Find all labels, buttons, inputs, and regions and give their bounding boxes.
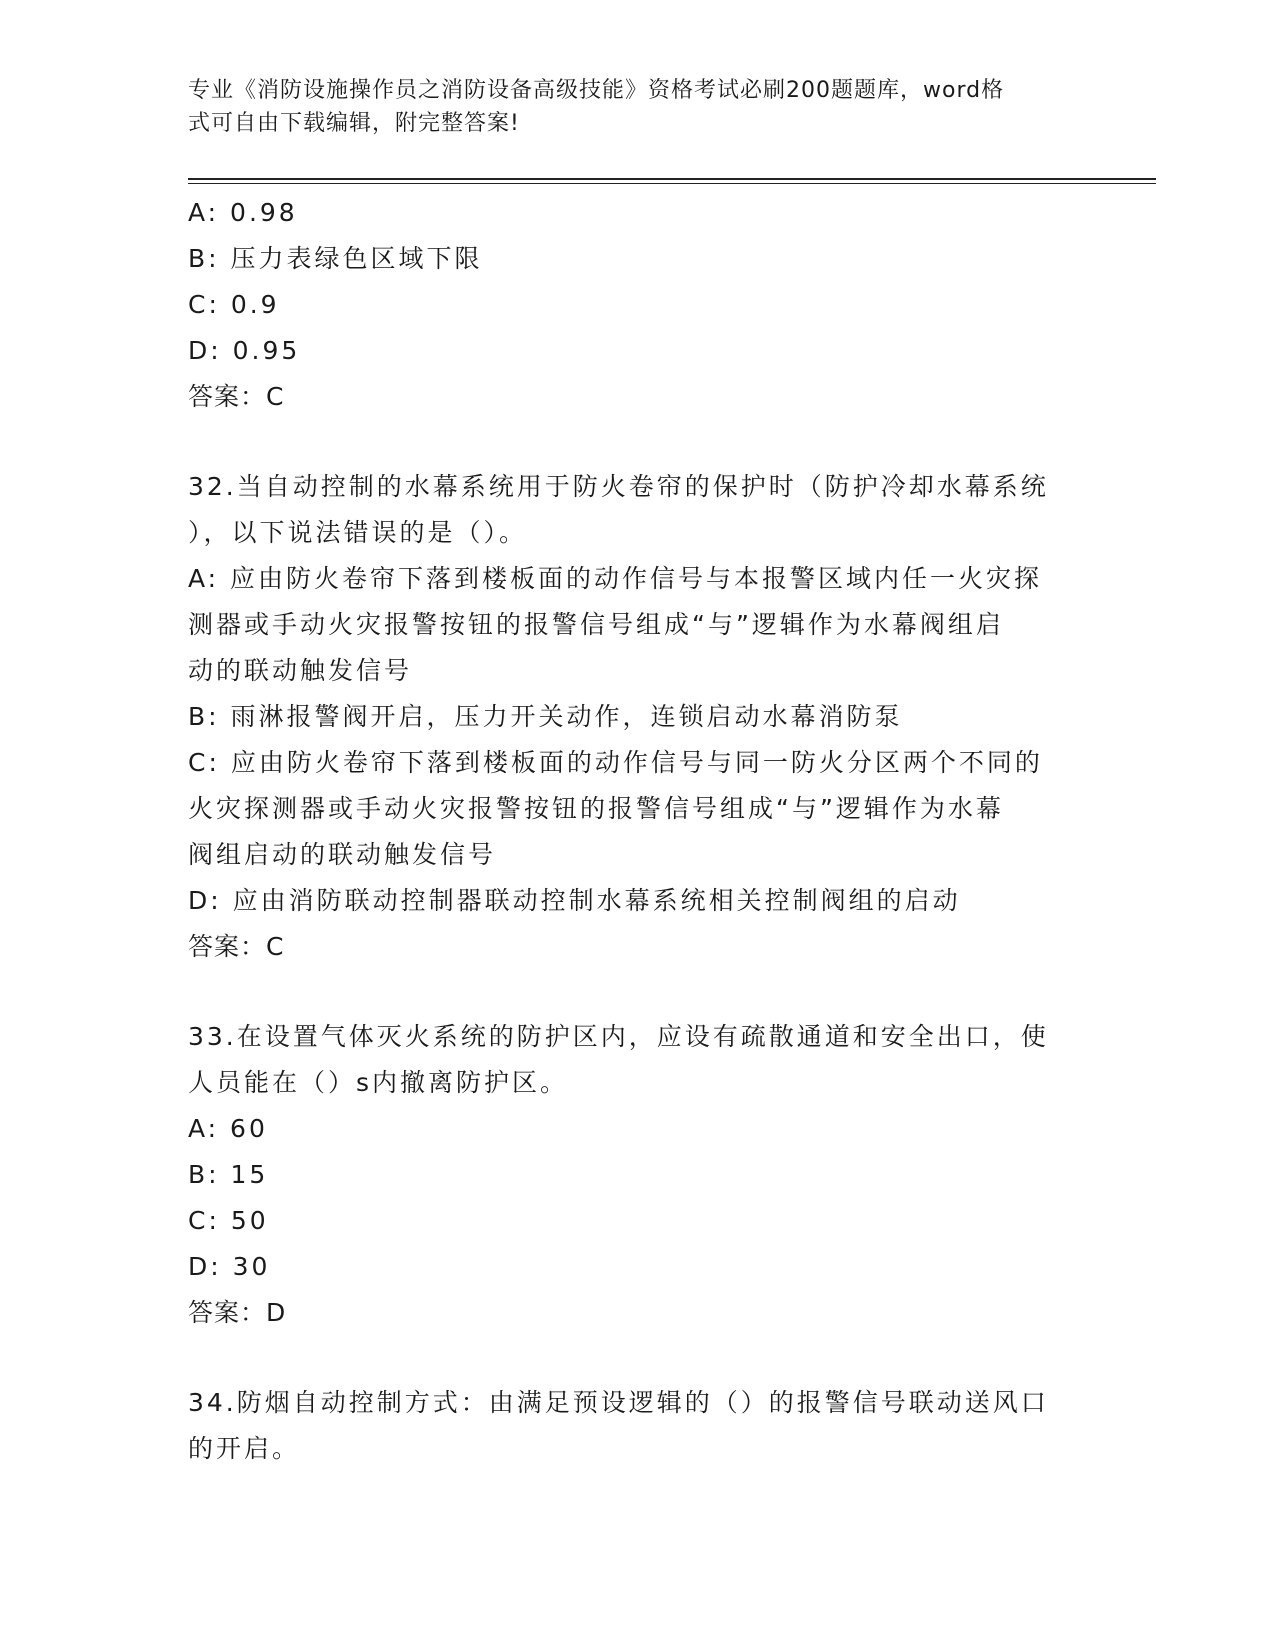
option-a: A: 60 <box>188 1114 268 1143</box>
header-divider-thick <box>188 178 1156 180</box>
option-b: B: 15 <box>188 1160 269 1189</box>
option-c: C: 应由防火卷帘下落到楼板面的动作信号与同一防火分区两个不同的 <box>188 748 1043 777</box>
option-c: 火灾探测器或手动火灾报警按钮的报警信号组成“与”逻辑作为水幕 <box>188 794 1004 823</box>
question-stem: 的开启。 <box>188 1434 301 1463</box>
question-31-options <box>188 190 1088 420</box>
question-32 <box>188 464 1088 970</box>
option-d: D: 应由消防联动控制器联动控制水幕系统相关控制阀组的启动 <box>188 886 961 915</box>
option-d: D: 0.95 <box>188 336 301 365</box>
option-a: 动的联动触发信号 <box>188 656 413 685</box>
answer: 答案：C <box>188 382 285 411</box>
question-33 <box>188 1014 1088 1336</box>
answer: 答案：C <box>188 932 285 961</box>
option-a: A: 0.98 <box>188 198 298 227</box>
question-34 <box>188 1380 1088 1472</box>
option-c: C: 50 <box>188 1206 269 1235</box>
option-b: B: 雨淋报警阀开启，压力开关动作，连锁启动水幕消防泵 <box>188 702 903 731</box>
question-stem: 34.防烟自动控制方式：由满足预设逻辑的（）的报警信号联动送风口 <box>188 1388 1049 1417</box>
option-c: C: 0.9 <box>188 290 280 319</box>
header-divider-thin <box>188 183 1156 184</box>
document-body <box>188 190 1088 1472</box>
question-stem: 33.在设置气体灭火系统的防护区内，应设有疏散通道和安全出口，使 <box>188 1022 1049 1051</box>
option-c: 阀组启动的联动触发信号 <box>188 840 497 869</box>
header-line-1: 专业《消防设施操作员之消防设备高级技能》资格考试必刷200题题库，word格 <box>188 78 1005 103</box>
question-stem: ），以下说法错误的是（）。 <box>188 518 528 547</box>
option-d: D: 30 <box>188 1252 271 1281</box>
header-line-2: 式可自由下载编辑，附完整答案! <box>188 111 520 136</box>
question-stem: 人员能在（）s内撤离防护区。 <box>188 1068 569 1097</box>
option-a: 测器或手动火灾报警按钮的报警信号组成“与”逻辑作为水幕阀组启 <box>188 610 1004 639</box>
document-header <box>188 74 1068 140</box>
answer: 答案：D <box>188 1298 287 1327</box>
question-stem: 32.当自动控制的水幕系统用于防火卷帘的保护时（防护冷却水幕系统 <box>188 472 1049 501</box>
option-b: B: 压力表绿色区域下限 <box>188 244 483 273</box>
option-a: A: 应由防火卷帘下落到楼板面的动作信号与本报警区域内任一火灾探 <box>188 564 1043 593</box>
